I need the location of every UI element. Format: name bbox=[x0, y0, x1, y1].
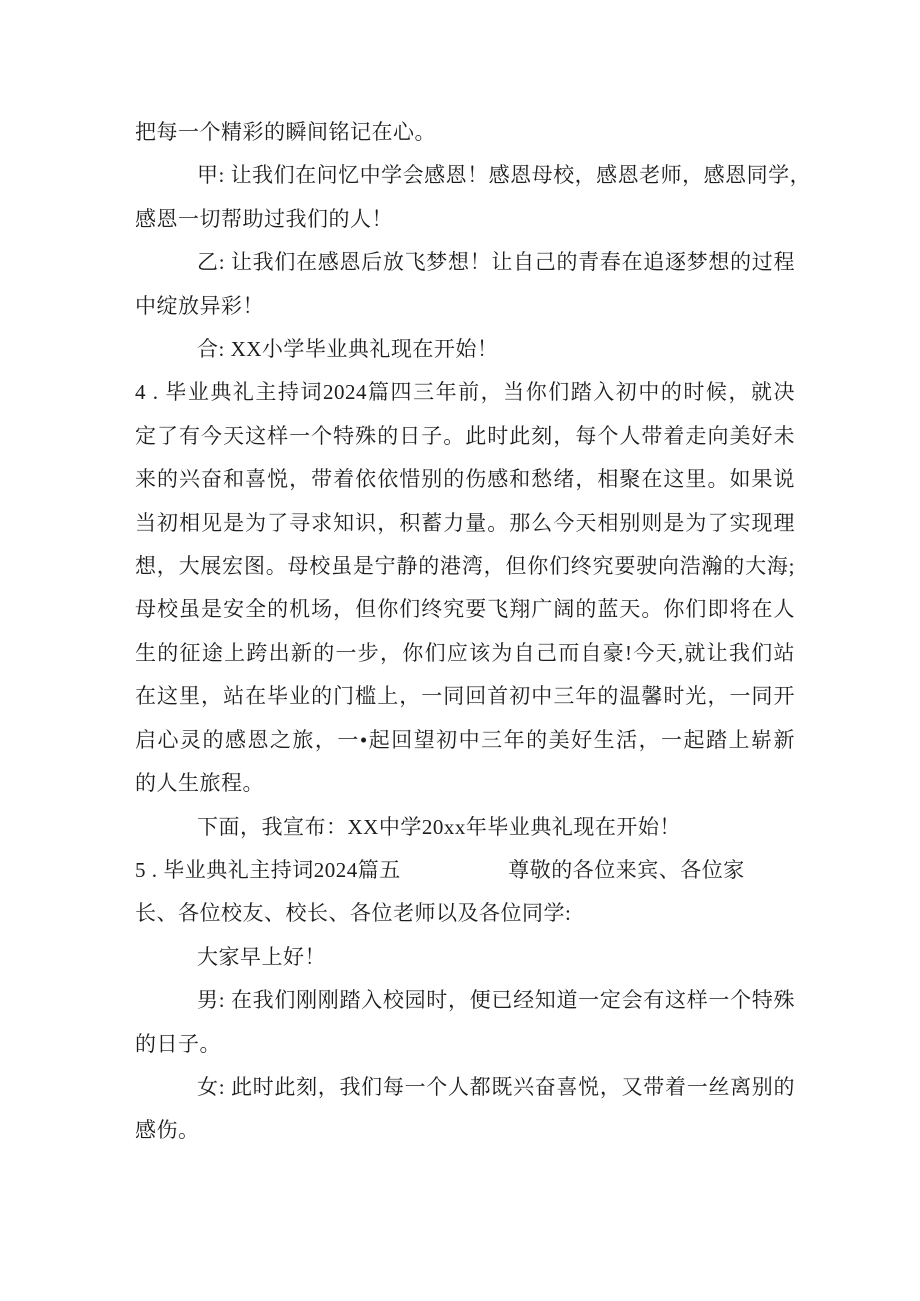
text-line: 定了有今天这样一个特殊的日子。此时此刻，每个人带着走向美好未 bbox=[135, 423, 795, 448]
text-line: 4 . 毕业典礼主持词2024篇四三年前，当你们踏入初中的时候，就决 bbox=[135, 380, 795, 405]
text-line: 大家早上好！ bbox=[197, 944, 326, 969]
text-line: 感恩一切帮助过我们的人！ bbox=[135, 206, 393, 231]
text-line: 女: 此时此刻，我们每一个人都既兴奋喜悦，又带着一丝离别的 bbox=[197, 1074, 795, 1099]
text-line: 在这里，站在毕业的门槛上，一同回首初中三年的温馨时光，一同开 bbox=[135, 684, 795, 709]
text-line: 母校虽是安全的机场，但你们终究要飞翔广阔的蓝天。你们即将在人 bbox=[135, 597, 795, 622]
text-line: 当初相见是为了寻求知识，积蓄力量。那么今天相别则是为了实现理 bbox=[135, 510, 795, 535]
text-line: 来的兴奋和喜悦，带着依依惜别的伤感和愁绪，相聚在这里。如果说 bbox=[135, 467, 795, 492]
text-line: 的日子。 bbox=[135, 1031, 221, 1056]
text-line: 男: 在我们刚刚踏入校园时，便已经知道一定会有这样一个特殊 bbox=[197, 988, 795, 1013]
text-line: 5 . 毕业典礼主持词2024篇五 尊敬的各位来宾、各位家 bbox=[135, 857, 745, 882]
text-line: 启心灵的感恩之旅，一•起回望初中三年的美好生活，一起踏上崭新 bbox=[135, 727, 795, 752]
text-line: 乙: 让我们在感恩后放飞梦想！让自己的青春在追逐梦想的过程 bbox=[197, 250, 795, 275]
text-line: 的人生旅程。 bbox=[135, 771, 264, 796]
text-line: 感伤。 bbox=[135, 1118, 200, 1143]
document-body bbox=[135, 111, 812, 1153]
text-line: 想，大展宏图。母校虽是宁静的港湾，但你们终究要驶向浩瀚的大海; bbox=[135, 554, 795, 579]
text-line: 甲: 让我们在问忆中学会感恩！感恩母校，感恩老师，感恩同学， bbox=[197, 163, 812, 188]
text-line: 生的征途上跨出新的一步，你们应该为自己而自豪!今天,就让我们站 bbox=[135, 640, 795, 665]
text-line: 把每一个精彩的瞬间铭记在心。 bbox=[135, 120, 436, 144]
text-line: 中绽放异彩！ bbox=[135, 293, 264, 318]
text-line: 合: XX小学毕业典礼现在开始！ bbox=[197, 337, 499, 362]
text-line: 长、各位校友、校长、各位老师以及各位同学: bbox=[135, 901, 572, 926]
text-line: 下面，我宣布：XX中学20xx年毕业典礼现在开始！ bbox=[197, 814, 681, 839]
